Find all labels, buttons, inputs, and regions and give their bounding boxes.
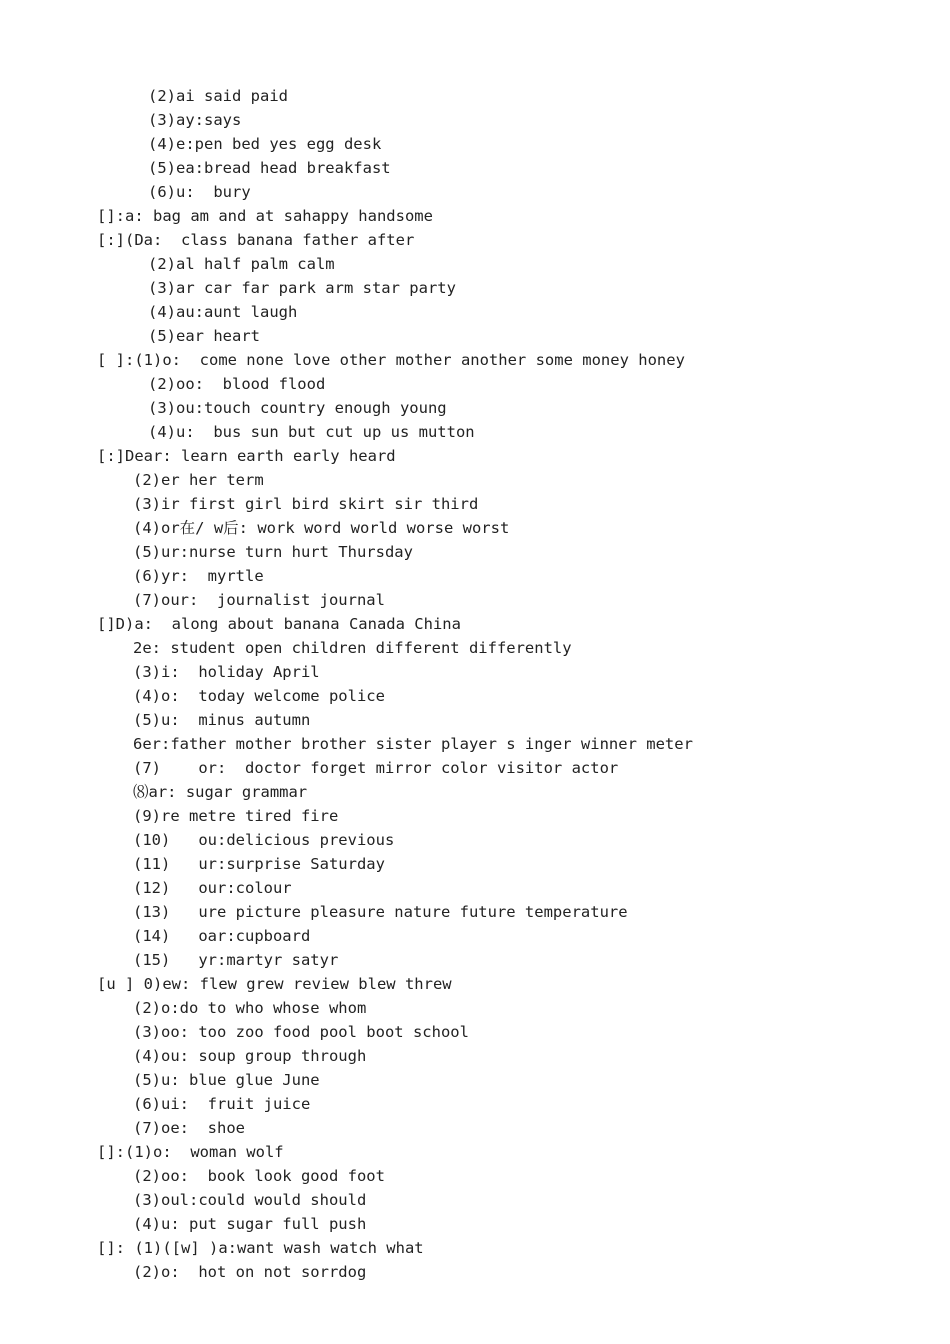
text-line: 2e: student open children different differently [133, 639, 572, 657]
text-line: (7) or: doctor forget mirror color visitor actor [133, 759, 619, 777]
text-line: (4)u: put sugar full push [133, 1215, 367, 1233]
document-body [0, 84, 950, 1284]
text-line: (13) ure picture pleasure nature future temperature [133, 903, 628, 921]
text-line: (3)ay:says [148, 111, 242, 129]
text-line: []D)a: along about banana Canada China [97, 615, 461, 633]
text-line: (5)ur:nurse turn hurt Thursday [133, 543, 413, 561]
text-line: (4)or在/ w后: work word world worse worst [133, 519, 510, 537]
text-line: (6)u: bury [148, 183, 251, 201]
text-line: ⑻ar: sugar grammar [133, 783, 308, 801]
text-line: (2)al half palm calm [148, 255, 335, 273]
text-line: (2)o:do to who whose whom [133, 999, 367, 1017]
text-line: (2)ai said paid [148, 87, 288, 105]
text-line: (11) ur:surprise Saturday [133, 855, 385, 873]
text-line: []: (1)([w] )a:want wash watch what [97, 1239, 424, 1257]
text-line: 6er:father mother brother sister player s inger winner meter [133, 735, 693, 753]
text-line: (3)i: holiday April [133, 663, 320, 681]
text-line: (5)u: blue glue June [133, 1071, 320, 1089]
text-line: (7)our: journalist journal [133, 591, 385, 609]
text-line: (5)ear heart [148, 327, 260, 345]
text-line: (5)u: minus autumn [133, 711, 311, 729]
text-line: (2)oo: blood flood [148, 375, 326, 393]
text-line: (6)ui: fruit juice [133, 1095, 311, 1113]
text-line: (9)re metre tired fire [133, 807, 339, 825]
text-line: (2)oo: book look good foot [133, 1167, 385, 1185]
text-line: (4)au:aunt laugh [148, 303, 298, 321]
text-line: (3)ar car far park arm star party [148, 279, 456, 297]
text-line: [u ] 0)ew: flew grew review blew threw [97, 975, 452, 993]
text-line: []:(1)o: woman wolf [97, 1143, 284, 1161]
text-line: [:](Da: class banana father after [97, 231, 415, 249]
text-line: (7)oe: shoe [133, 1119, 245, 1137]
text-line: []:a: bag am and at sahappy handsome [97, 207, 433, 225]
text-line: (15) yr:martyr satyr [133, 951, 339, 969]
text-line: [ ]:(1)o: come none love other mother another some money honey [97, 351, 685, 369]
text-line: (3)ou:touch country enough young [148, 399, 447, 417]
text-line: (3)oo: too zoo food pool boot school [133, 1023, 469, 1041]
text-line: (4)o: today welcome police [133, 687, 385, 705]
text-line: (2)o: hot on not sorrdog [133, 1263, 367, 1281]
text-line: (10) ou:delicious previous [133, 831, 395, 849]
text-line: [:]Dear: learn earth early heard [97, 447, 396, 465]
text-line: (6)yr: myrtle [133, 567, 264, 585]
text-line: (12) our:colour [133, 879, 292, 897]
text-line: (5)ea:bread head breakfast [148, 159, 391, 177]
text-line: (4)ou: soup group through [133, 1047, 367, 1065]
text-line: (3)oul:could would should [133, 1191, 367, 1209]
text-line: (14) oar:cupboard [133, 927, 311, 945]
text-line: (3)ir first girl bird skirt sir third [133, 495, 479, 513]
text-line: (4)u: bus sun but cut up us mutton [148, 423, 475, 441]
text-line: (4)e:pen bed yes egg desk [148, 135, 382, 153]
text-line: (2)er her term [133, 471, 264, 489]
